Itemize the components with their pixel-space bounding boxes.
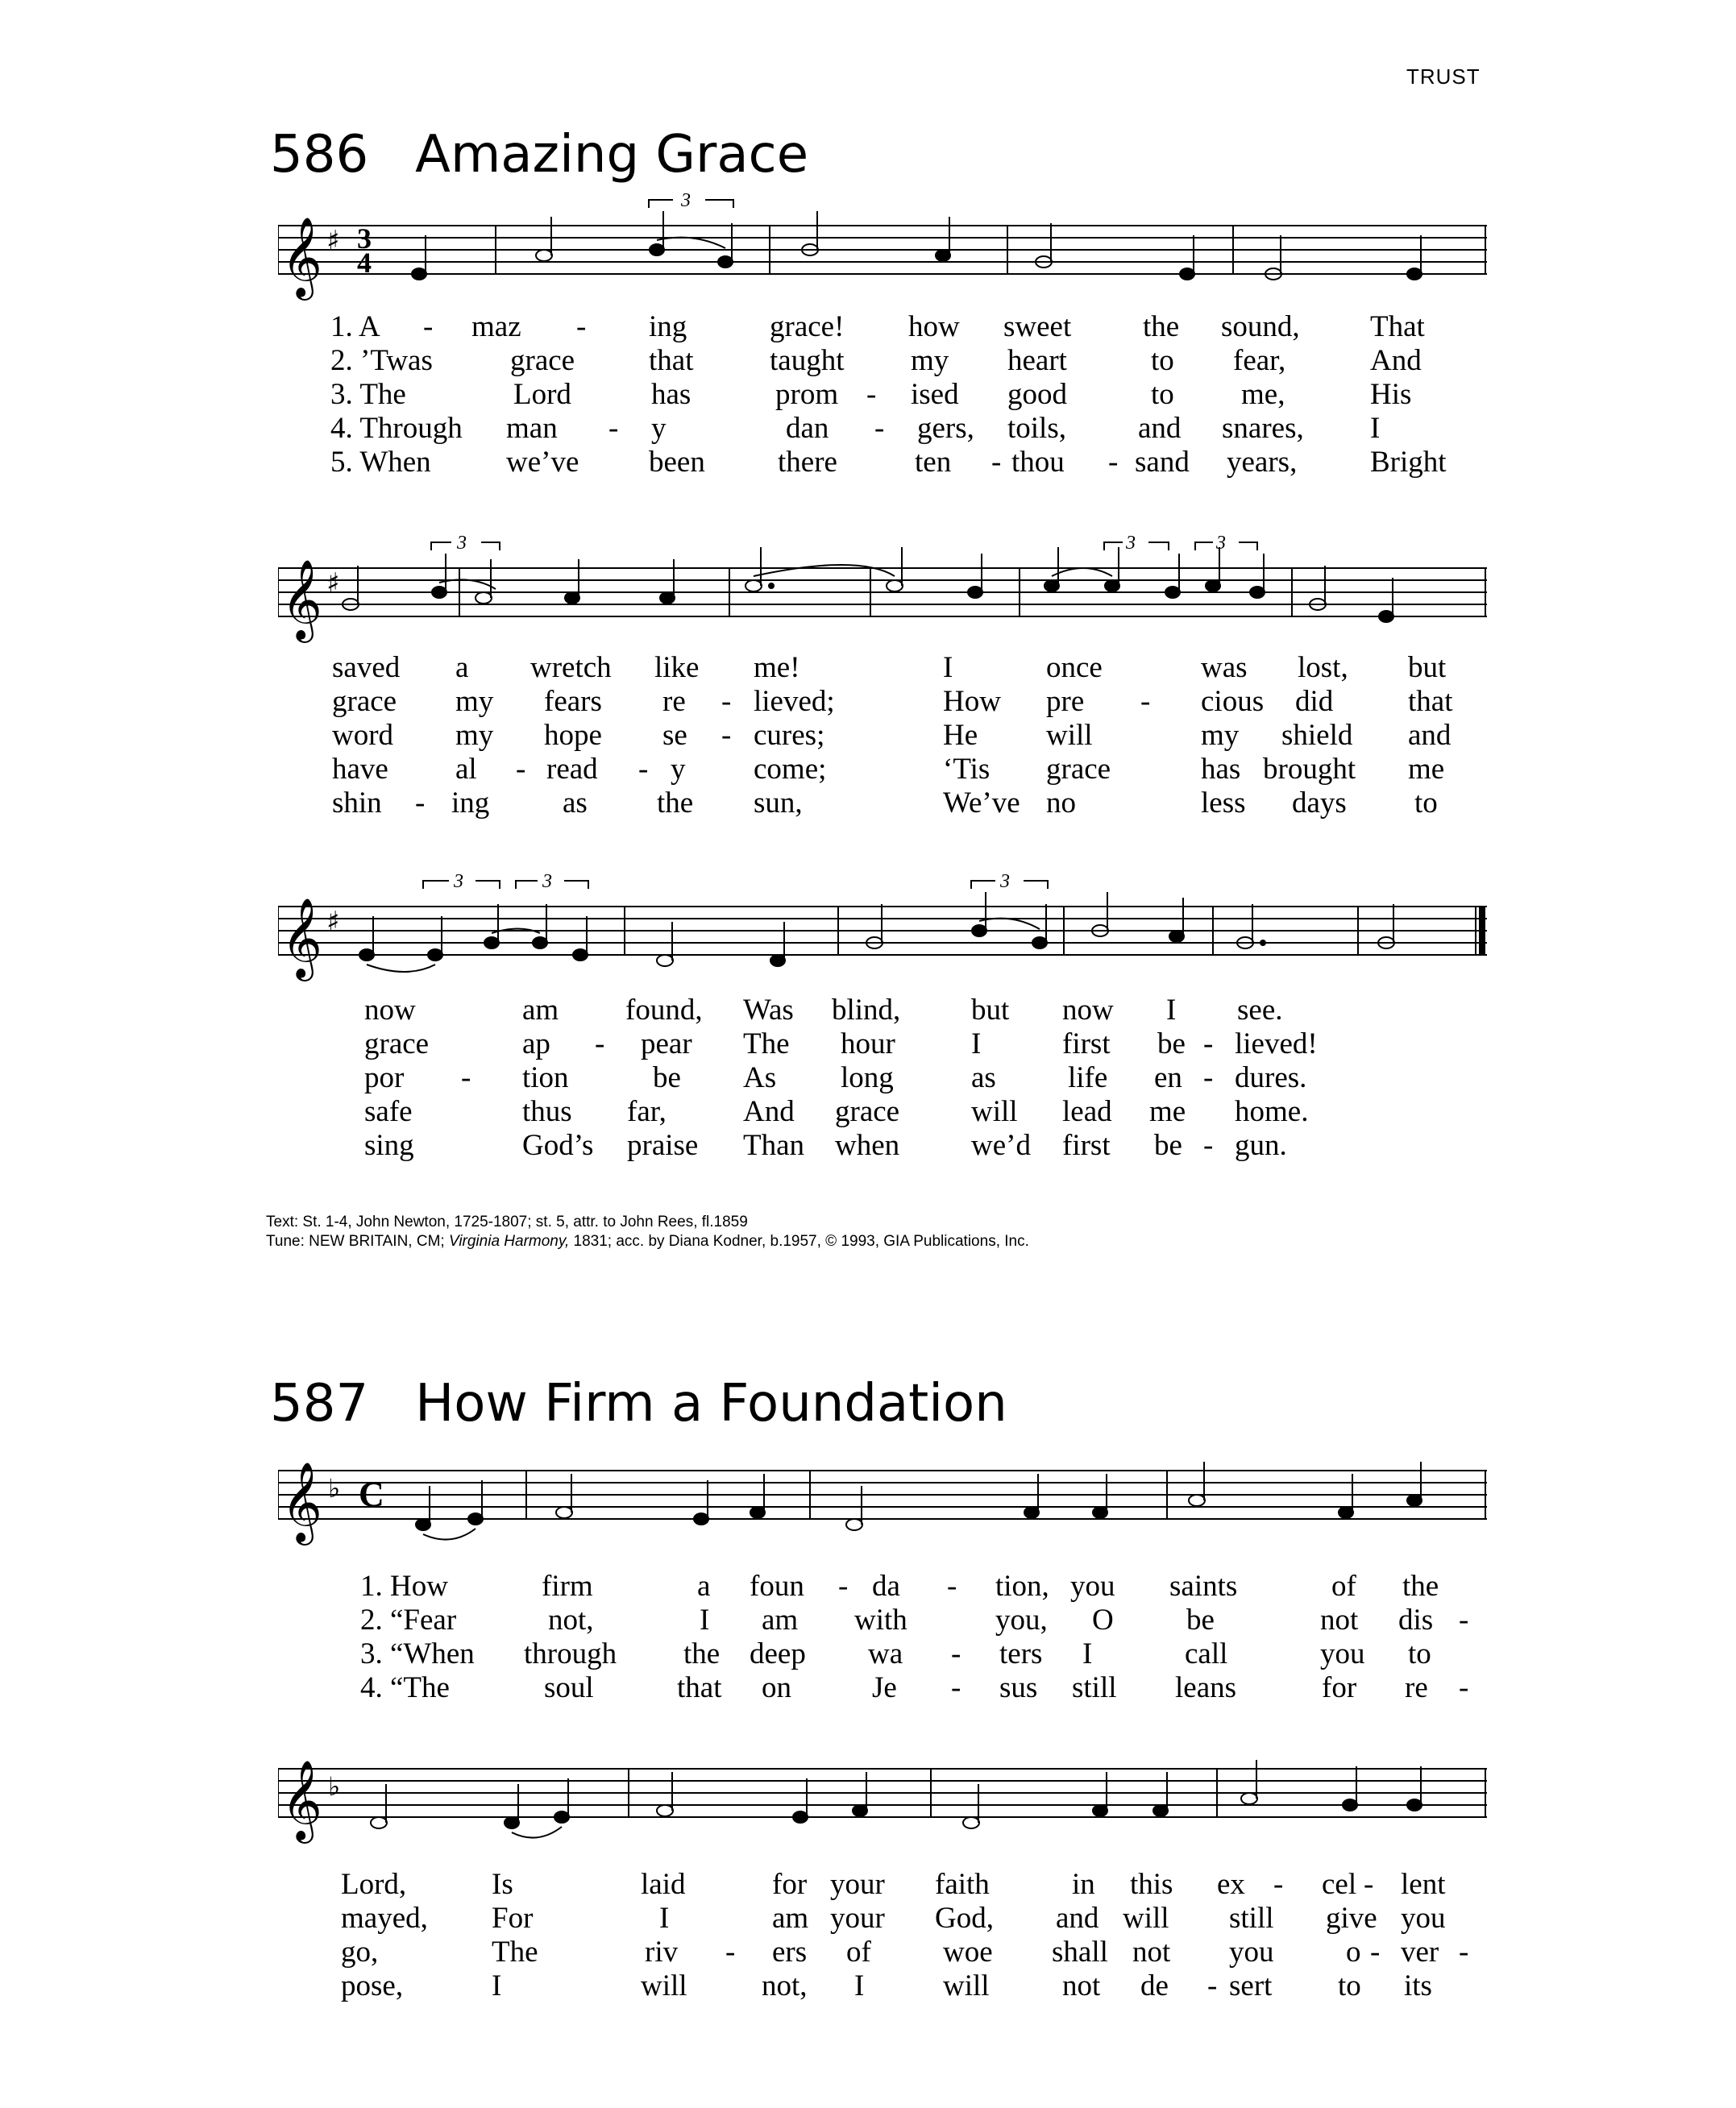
- lyric-syllable: am: [762, 1604, 799, 1637]
- lyric-syllable: -: [1459, 1671, 1469, 1704]
- lyric-syllable: like: [654, 651, 700, 684]
- lyric-syllable: ten: [915, 446, 952, 479]
- treble-clef-icon: 𝄞: [281, 217, 322, 297]
- sharp-icon: ♯: [326, 567, 340, 600]
- music-staff: [278, 193, 1487, 314]
- lyric-syllable: sweet: [1003, 310, 1072, 343]
- lyric-syllable: to: [1151, 378, 1174, 411]
- lyric-syllable: I: [1370, 412, 1381, 445]
- lyric-syllable: -: [991, 446, 1002, 479]
- treble-clef-icon: 𝄞: [281, 1462, 322, 1542]
- lyric-syllable: we’ve: [506, 446, 579, 479]
- lyric-syllable: life: [1068, 1061, 1108, 1094]
- lyric-syllable: that: [649, 344, 694, 377]
- lyric-syllable: firm: [542, 1570, 593, 1603]
- lyric-syllable: to: [1151, 344, 1174, 377]
- svg-text:3: 3: [1216, 536, 1226, 554]
- lyric-syllable: o: [1346, 1936, 1361, 1969]
- lyric-syllable: was: [1201, 651, 1248, 684]
- lyric-syllable: sand: [1135, 446, 1190, 479]
- lyric-syllable: will: [943, 1969, 990, 2002]
- lyric-syllable: -: [1370, 1936, 1381, 1969]
- lyric-syllable: has: [1201, 753, 1241, 786]
- lyric-syllable: grace: [1046, 753, 1111, 786]
- lyric-syllable: my: [1201, 719, 1240, 752]
- lyric-syllable: 4. Through: [330, 412, 463, 445]
- lyric-syllable: the: [1402, 1570, 1439, 1603]
- lyric-syllable: -: [1207, 1969, 1218, 2002]
- lyric-syllable: sus: [999, 1671, 1038, 1704]
- svg-text:4: 4: [357, 247, 372, 279]
- svg-text:3: 3: [1000, 874, 1010, 892]
- lyric-syllable: -: [638, 753, 649, 786]
- lyric-syllable: taught: [770, 344, 845, 377]
- lyric-syllable: safe: [364, 1095, 413, 1128]
- lyric-syllable: maz: [471, 310, 521, 343]
- lyric-syllable: For: [492, 1902, 534, 1935]
- lyric-syllable: once: [1046, 651, 1103, 684]
- lyric-syllable: -: [947, 1570, 957, 1603]
- lyric-syllable: been: [649, 446, 705, 479]
- lyric-syllable: that: [1408, 685, 1453, 718]
- lyric-syllable: blind,: [832, 994, 901, 1027]
- lyric-syllable: days: [1292, 786, 1347, 820]
- lyric-syllable: -: [1459, 1604, 1469, 1637]
- lyric-syllable: -: [595, 1027, 605, 1060]
- lyric-syllable: re: [1405, 1671, 1428, 1704]
- lyric-syllable: still: [1072, 1671, 1117, 1704]
- lyric-syllable: sound,: [1221, 310, 1300, 343]
- lyric-syllable: -: [423, 310, 434, 343]
- svg-text:3: 3: [357, 222, 372, 255]
- lyric-syllable: -: [951, 1637, 961, 1670]
- lyric-syllable: be: [1186, 1604, 1215, 1637]
- lyric-syllable: Is: [492, 1868, 513, 1901]
- lyric-syllable: you: [1401, 1902, 1446, 1935]
- lyric-syllable: -: [1459, 1936, 1469, 1969]
- lyric-syllable: pear: [641, 1027, 692, 1060]
- lyric-syllable: word: [332, 719, 394, 752]
- lyric-syllable: -: [608, 412, 619, 445]
- lyric-syllable: -: [1108, 446, 1119, 479]
- lyric-syllable: its: [1404, 1969, 1432, 2002]
- lyric-syllable: years,: [1227, 446, 1298, 479]
- lyric-syllable: prom: [775, 378, 839, 411]
- lyric-syllable: man: [506, 412, 558, 445]
- lyric-syllable: -: [721, 719, 732, 752]
- lyric-syllable: The: [743, 1027, 790, 1060]
- lyric-syllable: fears: [544, 685, 602, 718]
- lyric-syllable: dan: [786, 412, 829, 445]
- lyric-syllable: to: [1338, 1969, 1361, 2002]
- lyric-syllable: come;: [754, 753, 827, 786]
- lyric-syllable: but: [971, 994, 1010, 1027]
- lyric-syllable: your: [830, 1868, 885, 1901]
- lyric-syllable: snares,: [1222, 412, 1304, 445]
- lyric-syllable: me,: [1241, 378, 1285, 411]
- lyric-syllable: dures.: [1235, 1061, 1307, 1094]
- lyric-syllable: found,: [625, 994, 703, 1027]
- lyric-syllable: sert: [1229, 1969, 1273, 2002]
- lyric-syllable: for: [1322, 1671, 1357, 1704]
- sharp-icon: ♯: [326, 225, 340, 257]
- lyric-syllable: wretch: [530, 651, 612, 684]
- lyric-syllable: -: [1140, 685, 1151, 718]
- lyric-syllable: mayed,: [341, 1902, 428, 1935]
- lyric-syllable: en: [1154, 1061, 1182, 1094]
- hymn-credits: [266, 1213, 1029, 1251]
- lyric-syllable: 2. ’Twas: [330, 344, 433, 377]
- music-staff: [278, 1438, 1487, 1559]
- svg-text:3: 3: [681, 193, 691, 211]
- lyric-syllable: -: [415, 786, 426, 820]
- lyric-syllable: -: [1203, 1061, 1214, 1094]
- lyric-syllable: -: [461, 1061, 471, 1094]
- lyric-syllable: not,: [548, 1604, 594, 1637]
- lyric-syllable: 2. “Fear: [360, 1604, 457, 1637]
- lyric-syllable: -: [725, 1936, 736, 1969]
- lyric-syllable: ap: [522, 1027, 550, 1060]
- lyric-syllable: hope: [544, 719, 602, 752]
- svg-text:3: 3: [454, 874, 463, 892]
- lyric-syllable: laid: [641, 1868, 686, 1901]
- lyric-syllable: de: [1140, 1969, 1169, 2002]
- lyric-syllable: fear,: [1233, 344, 1286, 377]
- flat-icon: ♭: [328, 1473, 341, 1504]
- lyric-syllable: not: [1320, 1604, 1359, 1637]
- lyric-syllable: that: [677, 1671, 722, 1704]
- lyric-syllable: leans: [1175, 1671, 1237, 1704]
- lyric-syllable: tion,: [995, 1570, 1049, 1603]
- lyric-syllable: and: [1138, 412, 1182, 445]
- lyric-syllable: for: [772, 1868, 808, 1901]
- music-staff: [278, 1737, 1487, 1857]
- lyric-syllable: you: [1229, 1936, 1274, 1969]
- lyric-syllable: have: [332, 753, 388, 786]
- hymn-title: How Firm a Foundation: [415, 1374, 1007, 1434]
- lyric-syllable: -: [721, 685, 732, 718]
- lyric-syllable: I: [943, 651, 953, 684]
- lyric-syllable: through: [524, 1637, 617, 1670]
- lyric-syllable: my: [911, 344, 949, 377]
- lyric-syllable: Bright: [1370, 446, 1447, 479]
- lyric-syllable: long: [841, 1061, 894, 1094]
- lyric-syllable: O: [1092, 1604, 1114, 1637]
- lyric-syllable: be: [1157, 1027, 1186, 1060]
- svg-text:3: 3: [1126, 536, 1136, 554]
- lyric-syllable: of: [1331, 1570, 1356, 1603]
- lyric-syllable: my: [455, 719, 494, 752]
- lyric-syllable: lost,: [1298, 651, 1348, 684]
- lyric-syllable: and: [1056, 1902, 1099, 1935]
- lyric-syllable: -: [866, 378, 877, 411]
- lyric-syllable: my: [455, 685, 494, 718]
- lyric-syllable: not,: [762, 1969, 808, 2002]
- lyric-syllable: praise: [627, 1129, 699, 1162]
- lyric-syllable: His: [1370, 378, 1412, 411]
- sharp-icon: ♯: [326, 906, 340, 938]
- hymn-number: 586: [270, 125, 369, 185]
- lyric-syllable: call: [1185, 1637, 1228, 1670]
- lyric-syllable: I: [659, 1902, 670, 1935]
- lyric-syllable: 3. The: [330, 378, 406, 411]
- lyric-syllable: home.: [1235, 1095, 1309, 1128]
- svg-text:C: C: [359, 1475, 384, 1514]
- lyric-syllable: al: [455, 753, 477, 786]
- lyric-syllable: go,: [341, 1936, 379, 1969]
- lyric-syllable: me: [1149, 1095, 1186, 1128]
- lyric-syllable: gers,: [917, 412, 974, 445]
- lyric-syllable: cel: [1322, 1868, 1357, 1901]
- lyric-syllable: you: [1320, 1637, 1365, 1670]
- lyric-syllable: to: [1408, 1637, 1431, 1670]
- lyric-syllable: Je: [872, 1671, 897, 1704]
- lyric-syllable: as: [971, 1061, 996, 1094]
- lyric-syllable: pre: [1046, 685, 1085, 718]
- lyric-syllable: se: [662, 719, 687, 752]
- lyric-syllable: will: [641, 1969, 687, 2002]
- tune-credit: Tune: NEW BRITAIN, CM; Virginia Harmony, 1831; acc. by Diana Kodner, b.1957, © 1993, GIA Publications, Inc.: [266, 1233, 1029, 1250]
- lyric-syllable: good: [1007, 378, 1067, 411]
- lyric-syllable: toils,: [1007, 412, 1066, 445]
- lyric-syllable: grace: [364, 1027, 430, 1060]
- lyric-syllable: Than: [743, 1129, 805, 1162]
- lyric-syllable: ‘Tis: [943, 753, 991, 786]
- lyric-syllable: the: [1143, 310, 1180, 343]
- hymn-title: Amazing Grace: [415, 125, 809, 185]
- lyric-syllable: shield: [1281, 719, 1353, 752]
- lyric-syllable: I: [1166, 994, 1177, 1027]
- lyric-syllable: far,: [627, 1095, 667, 1128]
- lyric-syllable: 1. How: [360, 1570, 448, 1603]
- lyric-syllable: ised: [911, 378, 959, 411]
- lyric-syllable: lead: [1062, 1095, 1112, 1128]
- svg-text:3: 3: [542, 874, 552, 892]
- lyric-syllable: first: [1062, 1027, 1111, 1060]
- lyric-syllable: dis: [1398, 1604, 1434, 1637]
- lyric-syllable: That: [1370, 310, 1425, 343]
- lyric-syllable: The: [492, 1936, 538, 1969]
- lyric-syllable: a: [455, 651, 469, 684]
- lyric-syllable: still: [1229, 1902, 1274, 1935]
- lyric-syllable: God,: [935, 1902, 994, 1935]
- hymn-587-heading: [270, 1374, 1007, 1434]
- lyric-syllable: ex: [1217, 1868, 1245, 1901]
- lyric-syllable: hour: [841, 1027, 895, 1060]
- lyric-syllable: y: [651, 412, 667, 445]
- treble-clef-icon: 𝄞: [281, 1760, 322, 1840]
- lyric-syllable: no: [1046, 786, 1076, 820]
- lyric-syllable: deep: [750, 1637, 806, 1670]
- lyric-syllable: your: [830, 1902, 885, 1935]
- lyric-syllable: woe: [943, 1936, 993, 1969]
- lyric-syllable: saints: [1169, 1570, 1238, 1603]
- hymn-number: 587: [270, 1374, 369, 1434]
- lyric-syllable: give: [1326, 1902, 1377, 1935]
- lyric-syllable: As: [743, 1061, 777, 1094]
- lyric-syllable: riv: [645, 1936, 679, 1969]
- lyric-syllable: ers: [772, 1936, 808, 1969]
- lyric-syllable: less: [1201, 786, 1246, 820]
- lyric-syllable: how: [908, 310, 960, 343]
- lyric-syllable: I: [700, 1604, 710, 1637]
- lyric-syllable: be: [1154, 1129, 1182, 1162]
- lyric-syllable: tion: [522, 1061, 569, 1094]
- lyric-syllable: has: [651, 378, 691, 411]
- lyric-syllable: -: [1364, 1868, 1374, 1901]
- lyric-syllable: 1. A: [330, 310, 380, 343]
- lyric-syllable: with: [854, 1604, 907, 1637]
- lyric-syllable: -: [576, 310, 587, 343]
- lyric-syllable: pose,: [341, 1969, 404, 2002]
- lyric-syllable: I: [492, 1969, 502, 2002]
- lyric-syllable: will: [1046, 719, 1093, 752]
- lyric-syllable: soul: [544, 1671, 594, 1704]
- lyric-syllable: heart: [1007, 344, 1067, 377]
- lyric-syllable: -: [838, 1570, 849, 1603]
- svg-text:3: 3: [457, 536, 467, 554]
- lyric-syllable: -: [516, 753, 526, 786]
- lyric-syllable: por: [364, 1061, 405, 1094]
- lyric-syllable: Lord,: [341, 1868, 407, 1901]
- lyric-syllable: a: [697, 1570, 711, 1603]
- lyric-syllable: me!: [754, 651, 800, 684]
- lyric-syllable: the: [657, 786, 694, 820]
- lyric-syllable: will: [1123, 1902, 1169, 1935]
- music-staff: [278, 536, 1487, 657]
- lyric-syllable: 5. When: [330, 446, 431, 479]
- lyric-syllable: lieved!: [1235, 1027, 1318, 1060]
- lyric-syllable: thus: [522, 1095, 572, 1128]
- lyric-syllable: the: [683, 1637, 721, 1670]
- lyric-syllable: be: [653, 1061, 681, 1094]
- lyric-syllable: How: [943, 685, 1001, 718]
- lyric-syllable: ters: [999, 1637, 1043, 1670]
- lyric-syllable: there: [778, 446, 837, 479]
- lyric-syllable: on: [762, 1671, 791, 1704]
- lyric-syllable: grace!: [770, 310, 845, 343]
- lyric-syllable: now: [1062, 994, 1114, 1027]
- lyric-syllable: lieved;: [754, 685, 835, 718]
- lyric-syllable: -: [1273, 1868, 1284, 1901]
- text-credit: Text: St. 1-4, John Newton, 1725-1807; st. 5, attr. to John Rees, fl.1859: [266, 1214, 748, 1230]
- lyric-syllable: He: [943, 719, 978, 752]
- lyric-syllable: -: [951, 1671, 961, 1704]
- lyric-syllable: saved: [332, 651, 401, 684]
- lyric-syllable: grace: [332, 685, 397, 718]
- lyric-syllable: I: [1082, 1637, 1093, 1670]
- lyric-syllable: we’d: [971, 1129, 1031, 1162]
- lyric-syllable: And: [1370, 344, 1422, 377]
- lyric-syllable: ver: [1401, 1936, 1439, 1969]
- lyric-syllable: as: [563, 786, 588, 820]
- lyric-syllable: sun,: [754, 786, 803, 820]
- lyric-syllable: -: [1203, 1027, 1214, 1060]
- hymn-586-heading: [270, 125, 808, 185]
- lyric-syllable: wa: [868, 1637, 903, 1670]
- lyric-syllable: grace: [835, 1095, 900, 1128]
- lyric-syllable: God’s: [522, 1129, 594, 1162]
- lyric-syllable: first: [1062, 1129, 1111, 1162]
- lyric-syllable: grace: [510, 344, 575, 377]
- lyric-syllable: re: [662, 685, 686, 718]
- lyric-syllable: of: [846, 1936, 871, 1969]
- lyric-syllable: thou: [1011, 446, 1065, 479]
- lyric-syllable: and: [1408, 719, 1452, 752]
- lyric-syllable: ing: [451, 786, 490, 820]
- lyric-syllable: I: [854, 1969, 865, 2002]
- lyric-syllable: y: [671, 753, 686, 786]
- lyric-syllable: this: [1130, 1868, 1173, 1901]
- lyric-syllable: da: [872, 1570, 900, 1603]
- lyric-syllable: Lord: [513, 378, 571, 411]
- lyric-syllable: faith: [935, 1868, 990, 1901]
- lyric-syllable: not: [1132, 1936, 1171, 1969]
- lyric-syllable: 4. “The: [360, 1671, 450, 1704]
- lyric-syllable: I: [971, 1027, 982, 1060]
- section-tag: TRUST: [1406, 64, 1481, 89]
- lyric-syllable: shall: [1052, 1936, 1108, 1969]
- treble-clef-icon: 𝄞: [281, 898, 322, 978]
- lyric-syllable: And: [743, 1095, 795, 1128]
- lyric-syllable: Was: [743, 994, 794, 1027]
- lyric-syllable: cures;: [754, 719, 825, 752]
- lyric-syllable: to: [1414, 786, 1438, 820]
- lyric-syllable: you: [1070, 1570, 1115, 1603]
- lyric-syllable: We’ve: [943, 786, 1020, 820]
- lyric-syllable: but: [1408, 651, 1447, 684]
- lyric-syllable: now: [364, 994, 416, 1027]
- lyric-syllable: sing: [364, 1129, 414, 1162]
- lyric-syllable: 3. “When: [360, 1637, 475, 1670]
- lyric-syllable: -: [874, 412, 885, 445]
- lyric-syllable: -: [1203, 1129, 1214, 1162]
- lyric-syllable: ing: [649, 310, 687, 343]
- lyric-syllable: not: [1062, 1969, 1101, 2002]
- lyric-syllable: am: [772, 1902, 809, 1935]
- lyric-syllable: did: [1295, 685, 1334, 718]
- lyric-syllable: read: [546, 753, 598, 786]
- lyric-syllable: when: [835, 1129, 900, 1162]
- treble-clef-icon: 𝄞: [281, 559, 322, 640]
- lyric-syllable: lent: [1401, 1868, 1446, 1901]
- flat-icon: ♭: [328, 1771, 341, 1802]
- lyric-syllable: foun: [750, 1570, 804, 1603]
- lyric-syllable: gun.: [1235, 1129, 1287, 1162]
- lyric-syllable: see.: [1237, 994, 1283, 1027]
- lyric-syllable: will: [971, 1095, 1018, 1128]
- lyric-syllable: me: [1408, 753, 1445, 786]
- lyric-syllable: you,: [995, 1604, 1048, 1637]
- lyric-syllable: shin: [332, 786, 382, 820]
- music-staff: [278, 874, 1487, 995]
- lyric-syllable: in: [1072, 1868, 1095, 1901]
- lyric-syllable: cious: [1201, 685, 1265, 718]
- lyric-syllable: am: [522, 994, 559, 1027]
- lyric-syllable: brought: [1263, 753, 1356, 786]
